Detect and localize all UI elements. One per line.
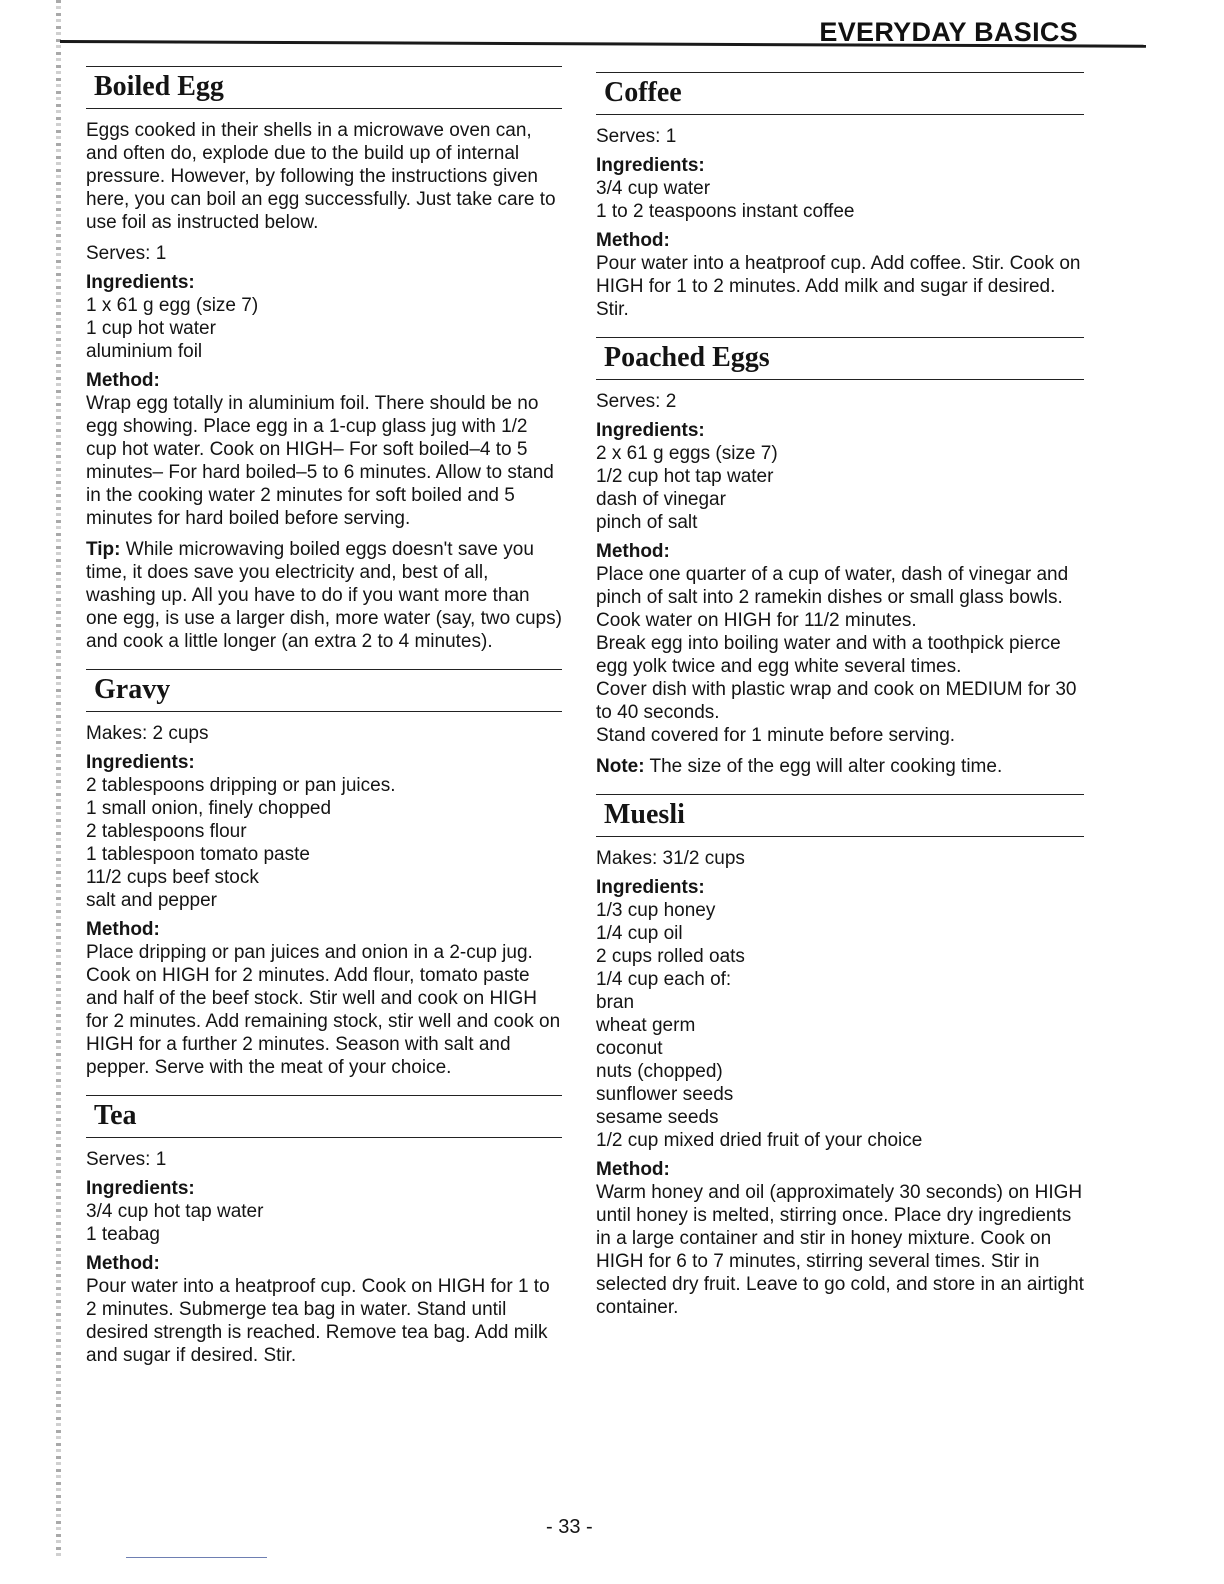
ingredient-item: aluminium foil <box>86 341 203 362</box>
recipe-tea <box>86 1095 562 1367</box>
ingredients-label: Ingredients: <box>596 155 705 176</box>
method-label: Method: <box>86 370 160 391</box>
note-text: The size of the egg will alter cooking time. <box>644 756 1003 777</box>
ingredient-item: 1/2 cup mixed dried fruit of your choice <box>596 1130 923 1151</box>
method-label: Method: <box>596 1159 670 1180</box>
recipe-intro: Eggs cooked in their shells in a microwave oven can, and often do, explode due to the build up of internal pressure. However, by following the instructions given here, you can boil an egg successfully. Just take care to use foil as instructed below. <box>86 120 556 233</box>
ingredient-item: 1 to 2 teaspoons instant coffee <box>596 201 855 222</box>
recipe-title-block <box>86 669 562 712</box>
recipe-title: Coffee <box>604 77 682 108</box>
recipe-title: Tea <box>94 1100 137 1131</box>
method-step: Cover dish with plastic wrap and cook on MEDIUM for 30 to 40 seconds. <box>596 679 1077 723</box>
recipe-coffee <box>596 72 1084 321</box>
ingredient-item: 1/2 cup hot tap water <box>596 466 774 487</box>
ingredient-item: 3/4 cup water <box>596 178 711 199</box>
method-label: Method: <box>596 230 670 251</box>
recipe-title: Boiled Egg <box>94 71 224 102</box>
recipe-title-block <box>596 72 1084 115</box>
recipe-makes: Makes: 31/2 cups <box>596 848 745 869</box>
ingredients-label: Ingredients: <box>86 752 195 773</box>
ingredient-item: 2 cups rolled oats <box>596 946 745 967</box>
ingredient-item: 11/2 cups beef stock <box>86 867 259 888</box>
ingredient-item: 1 x 61 g egg (size 7) <box>86 295 259 316</box>
ingredient-item: bran <box>596 992 635 1013</box>
ingredient-item: 1/4 cup oil <box>596 923 683 944</box>
ingredient-item: 1 teabag <box>86 1224 160 1245</box>
method-label: Method: <box>86 1253 160 1274</box>
section-header: EVERYDAY BASICS <box>819 17 1078 47</box>
tip-text: While microwaving boiled eggs doesn't save you time, it does save you electricity and, best of all, washing up. All you have to do if you want more than one egg, is use a larger dish, more water (say, two cups) and cook a little longer (an extra 2 to 4 minutes). <box>86 539 562 652</box>
ingredient-item: 1 small onion, finely chopped <box>86 798 332 819</box>
tip-label: Tip: <box>86 539 121 560</box>
recipe-method: Wrap egg totally in aluminium foil. There should be no egg showing. Place egg in a 1-cup glass jug with 1/2 cup hot water. Cook on HIGH– For soft boiled–4 to 5 minutes– For hard boiled–5 to 6 minutes. Allow to stand in the cooking water 2 minutes for soft boiled and 5 minutes for hard boiled before serving. <box>86 393 554 529</box>
ingredients-label: Ingredients: <box>596 420 705 441</box>
ingredient-item: 1 cup hot water <box>86 318 216 339</box>
ingredient-item: nuts (chopped) <box>596 1061 723 1082</box>
ingredient-item: pinch of salt <box>596 512 698 533</box>
ingredients-label: Ingredients: <box>86 1178 195 1199</box>
recipe-method: Pour water into a heatproof cup. Add coffee. Stir. Cook on HIGH for 1 to 2 minutes. Add milk and sugar if desired. Stir. <box>596 253 1081 320</box>
ingredient-item: 3/4 cup hot tap water <box>86 1201 264 1222</box>
method-label: Method: <box>86 919 160 940</box>
ingredient-item: 1/3 cup honey <box>596 900 716 921</box>
recipe-poached-eggs <box>596 337 1084 778</box>
recipe-method: Place dripping or pan juices and onion in a 2-cup jug. Cook on HIGH for 2 minutes. Add flour, tomato paste and half of the beef stock. Stir well and cook on HIGH for 2 minutes. Add remaining stock, stir well and cook on HIGH for a further 2 minutes. Season with salt and pepper. Serve with the meat of your choice. <box>86 942 561 1078</box>
ingredient-item: 1 tablespoon tomato paste <box>86 844 310 865</box>
ingredient-item: 2 tablespoons dripping or pan juices. <box>86 775 396 796</box>
ingredient-item: coconut <box>596 1038 663 1059</box>
ingredient-item: wheat germ <box>596 1015 696 1036</box>
recipe-serves: Serves: 2 <box>596 391 677 412</box>
method-step: Break egg into boiling water and with a toothpick pierce egg yolk twice and egg white several times. <box>596 633 1061 677</box>
recipe-serves: Serves: 1 <box>596 126 677 147</box>
ingredient-item: 2 tablespoons flour <box>86 821 247 842</box>
ingredient-item: 1/4 cup each of: <box>596 969 732 990</box>
recipe-title-block <box>86 66 562 109</box>
recipe-title-block <box>596 337 1084 380</box>
recipe-boiled-egg <box>86 66 562 653</box>
left-column <box>86 66 562 1375</box>
right-column <box>596 72 1084 1327</box>
recipe-method: Pour water into a heatproof cup. Cook on HIGH for 1 to 2 minutes. Submerge tea bag in water. Stand until desired strength is reached. Remove tea bag. Add milk and sugar if desired. Stir. <box>86 1276 550 1366</box>
recipe-serves: Serves: 1 <box>86 243 167 264</box>
method-step: Cook water on HIGH for 11/2 minutes. <box>596 610 917 631</box>
method-step: Stand covered for 1 minute before serving. <box>596 725 956 746</box>
recipe-gravy <box>86 669 562 1079</box>
ingredients-label: Ingredients: <box>596 877 705 898</box>
recipe-note <box>596 755 1084 778</box>
ingredients-label: Ingredients: <box>86 272 195 293</box>
scan-binding-edge <box>56 0 61 1560</box>
ingredient-item: dash of vinegar <box>596 489 726 510</box>
recipe-method: Warm honey and oil (approximately 30 seconds) on HIGH until honey is melted, stirring once. Place dry ingredients in a large container and stir in honey mixture. Cook on HIGH for 6 to 7 minutes, stirring several times. Stir in selected dry fruit. Leave to go cold, and store in an airtight container. <box>596 1182 1084 1318</box>
page-number: - 33 - <box>546 1516 593 1538</box>
recipe-serves: Serves: 1 <box>86 1149 167 1170</box>
recipe-tip <box>86 538 562 653</box>
recipe-makes: Makes: 2 cups <box>86 723 209 744</box>
ingredient-item: 2 x 61 g eggs (size 7) <box>596 443 778 464</box>
recipe-title: Gravy <box>94 674 171 705</box>
ingredient-item: sunflower seeds <box>596 1084 734 1105</box>
ingredient-item: salt and pepper <box>86 890 217 911</box>
recipe-title-block <box>596 794 1084 837</box>
recipe-title: Poached Eggs <box>604 342 770 373</box>
method-label: Method: <box>596 541 670 562</box>
recipe-title: Muesli <box>604 799 685 830</box>
recipe-muesli <box>596 794 1084 1319</box>
ingredient-item: sesame seeds <box>596 1107 719 1128</box>
note-label: Note: <box>596 756 645 777</box>
method-step: Place one quarter of a cup of water, dash of vinegar and pinch of salt into 2 ramekin dishes or small glass bowls. <box>596 564 1069 608</box>
footer-rule <box>126 1557 267 1558</box>
recipe-title-block <box>86 1095 562 1138</box>
